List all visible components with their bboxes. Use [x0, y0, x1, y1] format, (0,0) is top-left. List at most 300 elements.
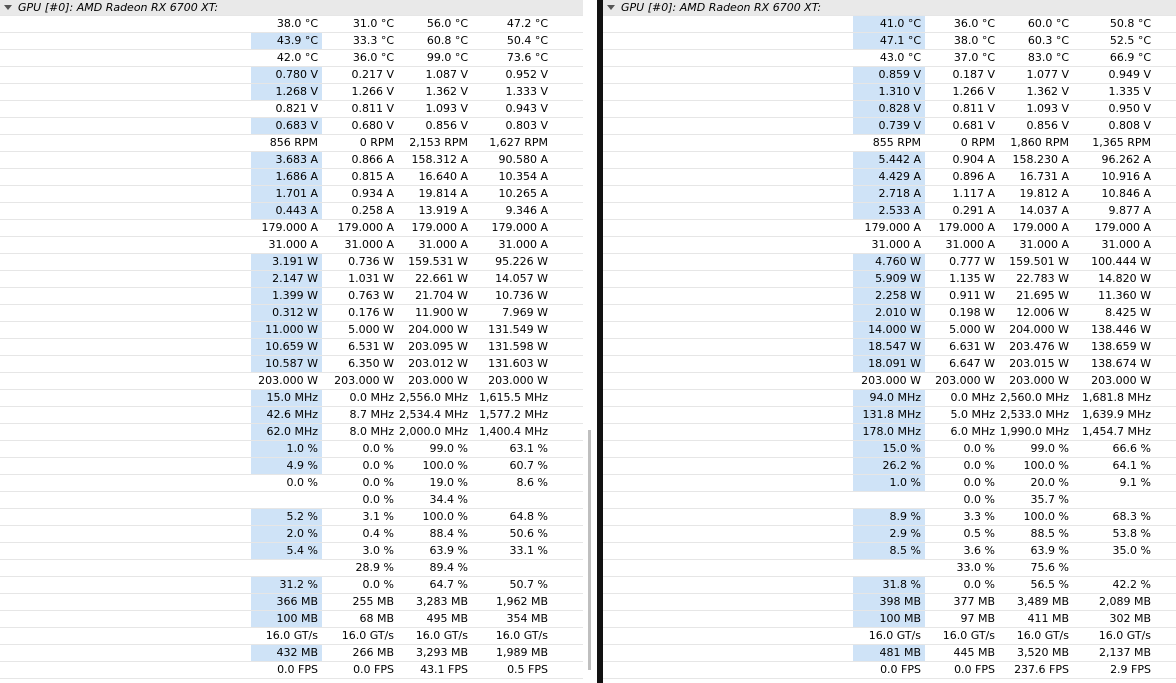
max-value: 1.093 V — [425, 102, 468, 115]
scrollbar-thumb[interactable] — [588, 430, 591, 670]
current-value: 179.000 A — [261, 221, 318, 234]
avg-value: 50.7 % — [509, 578, 548, 591]
max-value: 63.9 % — [429, 544, 468, 557]
current-value: 5.442 A — [853, 152, 925, 168]
sensor-row[interactable] — [0, 543, 583, 560]
min-value: 6.350 W — [348, 357, 394, 370]
current-value: 2.147 W — [251, 271, 322, 287]
avg-value: 50.8 °C — [1109, 17, 1151, 30]
min-value: 0.0 % — [963, 578, 995, 591]
max-value: 64.7 % — [429, 578, 468, 591]
avg-value: 50.6 % — [509, 527, 548, 540]
sensor-row[interactable] — [603, 67, 1176, 84]
sensor-row[interactable] — [0, 135, 583, 152]
sensor-row[interactable] — [603, 135, 1176, 152]
min-value: 16.0 GT/s — [341, 629, 394, 642]
max-value: 20.0 % — [1030, 476, 1069, 489]
max-value: 100.0 % — [1023, 459, 1069, 472]
current-value — [853, 492, 925, 508]
avg-value: 9.1 % — [1119, 476, 1151, 489]
avg-value: 95.226 W — [495, 255, 548, 268]
max-value: 1.093 V — [1026, 102, 1069, 115]
avg-value: 203.000 W — [1091, 374, 1151, 387]
sensor-row[interactable] — [0, 16, 583, 33]
sensor-row[interactable] — [0, 475, 583, 492]
min-value: 0.0 % — [963, 442, 995, 455]
min-value: 0.866 A — [351, 153, 394, 166]
avg-value: 1.335 V — [1108, 85, 1151, 98]
min-value: 1.031 W — [348, 272, 394, 285]
current-value: 0.821 V — [275, 102, 318, 115]
avg-value: 131.598 W — [488, 340, 548, 353]
max-value: 35.7 % — [1030, 493, 1069, 506]
sensor-row[interactable] — [0, 33, 583, 50]
min-value: 28.9 % — [355, 561, 394, 574]
min-value: 0.5 % — [963, 527, 995, 540]
min-value: 0.811 V — [952, 102, 995, 115]
avg-value: 7.969 W — [502, 306, 548, 319]
sensor-row[interactable] — [603, 288, 1176, 305]
max-value: 100.0 % — [1023, 510, 1069, 523]
min-value: 31.0 °C — [352, 17, 394, 30]
current-value: 2.0 % — [251, 526, 322, 542]
sensor-row[interactable] — [0, 526, 583, 543]
current-value: 31.000 A — [268, 238, 318, 251]
sensor-row[interactable] — [603, 152, 1176, 169]
current-value: 10.659 W — [251, 339, 322, 355]
min-value: 0.0 % — [963, 459, 995, 472]
max-value: 0.856 V — [1026, 119, 1069, 132]
min-value: 8.7 MHz — [349, 408, 394, 421]
min-value: 1.266 V — [351, 85, 394, 98]
sensor-row[interactable] — [0, 441, 583, 458]
sensor-subgroup-row[interactable] — [603, 560, 1176, 577]
avg-value: 47.2 °C — [506, 17, 548, 30]
sensor-row[interactable] — [0, 101, 583, 118]
max-value: 2,153 RPM — [409, 136, 468, 149]
avg-value: 14.820 W — [1098, 272, 1151, 285]
current-value: 1.268 V — [251, 84, 322, 100]
sensor-row[interactable] — [603, 526, 1176, 543]
sensor-row[interactable] — [0, 611, 583, 628]
max-value: 203.015 W — [1009, 357, 1069, 370]
sensor-row[interactable] — [0, 509, 583, 526]
min-value: 0.811 V — [351, 102, 394, 115]
sensor-row[interactable] — [603, 424, 1176, 441]
avg-value: 90.580 A — [498, 153, 548, 166]
avg-value: 1,989 MB — [495, 646, 548, 659]
min-value: 377 MB — [953, 595, 995, 608]
min-value: 0.0 % — [362, 493, 394, 506]
sensor-row[interactable] — [603, 577, 1176, 594]
sensor-row[interactable] — [603, 628, 1176, 645]
sensor-row[interactable] — [0, 50, 583, 67]
avg-value: 16.0 GT/s — [495, 629, 548, 642]
sensor-row[interactable] — [603, 356, 1176, 373]
sensor-row[interactable] — [603, 339, 1176, 356]
current-value: 16.0 GT/s — [265, 629, 318, 642]
sensor-row[interactable] — [603, 543, 1176, 560]
current-value: 41.0 °C — [853, 16, 925, 32]
avg-value: 10.736 W — [495, 289, 548, 302]
current-value: 1.701 A — [251, 186, 322, 202]
current-value — [853, 560, 925, 576]
sensor-row[interactable] — [0, 339, 583, 356]
current-value: 203.000 W — [258, 374, 318, 387]
max-value: 2,534.4 MHz — [398, 408, 468, 421]
max-value: 99.0 % — [429, 442, 468, 455]
current-value: 8.5 % — [853, 543, 925, 559]
sensor-row[interactable] — [603, 118, 1176, 135]
sensor-row[interactable] — [0, 67, 583, 84]
current-value: 1.0 % — [251, 441, 322, 457]
avg-value: 14.057 W — [495, 272, 548, 285]
min-value: 179.000 A — [337, 221, 394, 234]
min-value: 0.187 V — [952, 68, 995, 81]
sensor-row[interactable] — [603, 441, 1176, 458]
max-value: 1,860 RPM — [1010, 136, 1069, 149]
avg-value: 10.846 A — [1101, 187, 1151, 200]
avg-value: 68.3 % — [1112, 510, 1151, 523]
max-value: 203.012 W — [408, 357, 468, 370]
max-value: 100.0 % — [422, 510, 468, 523]
sensor-row[interactable] — [0, 577, 583, 594]
avg-value: 138.446 W — [1091, 323, 1151, 336]
sensor-row[interactable] — [0, 237, 583, 254]
min-value: 0.0 MHz — [349, 391, 394, 404]
avg-value: 66.9 °C — [1109, 51, 1151, 64]
min-value: 0.681 V — [952, 119, 995, 132]
max-value: 14.037 A — [1019, 204, 1069, 217]
avg-value: 131.549 W — [488, 323, 548, 336]
sensor-row[interactable] — [603, 271, 1176, 288]
min-value: 6.647 W — [949, 357, 995, 370]
min-value: 0.763 W — [348, 289, 394, 302]
max-value: 99.0 °C — [426, 51, 468, 64]
avg-value: 35.0 % — [1112, 544, 1151, 557]
avg-value: 9.346 A — [505, 204, 548, 217]
sensor-row[interactable] — [0, 186, 583, 203]
min-value: 33.0 % — [956, 561, 995, 574]
avg-value: 2,089 MB — [1098, 595, 1151, 608]
min-value: 1.135 W — [949, 272, 995, 285]
avg-value: 64.1 % — [1112, 459, 1151, 472]
max-value: 75.6 % — [1030, 561, 1069, 574]
max-value: 1.362 V — [1026, 85, 1069, 98]
avg-value: 1,577.2 MHz — [478, 408, 548, 421]
max-value: 158.230 A — [1012, 153, 1069, 166]
sensor-row[interactable] — [603, 84, 1176, 101]
min-value: 16.0 GT/s — [942, 629, 995, 642]
current-value: 2.010 W — [853, 305, 925, 321]
current-value: 0.739 V — [853, 118, 925, 134]
avg-value — [472, 492, 552, 508]
avg-value: 0.952 V — [505, 68, 548, 81]
current-value: 31.8 % — [853, 577, 925, 593]
sensor-row[interactable] — [0, 373, 583, 390]
min-value: 31.000 A — [344, 238, 394, 251]
sensor-row[interactable] — [603, 169, 1176, 186]
sensor-row[interactable] — [0, 390, 583, 407]
avg-value: 33.1 % — [509, 544, 548, 557]
max-value: 88.5 % — [1030, 527, 1069, 540]
min-value: 203.000 W — [935, 374, 995, 387]
max-value: 31.000 A — [418, 238, 468, 251]
current-value: 0.0 % — [286, 476, 318, 489]
avg-value: 16.0 GT/s — [1098, 629, 1151, 642]
avg-value: 63.1 % — [509, 442, 548, 455]
sensor-panel-left — [0, 0, 583, 683]
max-value: 203.095 W — [408, 340, 468, 353]
max-value: 60.3 °C — [1027, 34, 1069, 47]
current-value: 42.0 °C — [276, 51, 318, 64]
sensor-row[interactable] — [603, 16, 1176, 33]
sensor-row[interactable] — [603, 373, 1176, 390]
current-value: 14.000 W — [853, 322, 925, 338]
max-value: 22.661 W — [415, 272, 468, 285]
max-value: 203.000 W — [1009, 374, 1069, 387]
max-value: 3,489 MB — [1016, 595, 1069, 608]
current-value: 0.0 FPS — [880, 663, 921, 676]
max-value: 21.704 W — [415, 289, 468, 302]
current-value: 3.191 W — [251, 254, 322, 270]
max-value: 56.0 °C — [426, 17, 468, 30]
avg-value: 31.000 A — [498, 238, 548, 251]
avg-value: 10.916 A — [1101, 170, 1151, 183]
sensor-list — [0, 16, 583, 679]
sensor-row[interactable] — [603, 475, 1176, 492]
avg-value: 1,454.7 MHz — [1081, 425, 1151, 438]
sensor-row[interactable] — [0, 458, 583, 475]
current-value: 0.828 V — [853, 101, 925, 117]
sensor-row[interactable] — [0, 322, 583, 339]
min-value: 3.1 % — [362, 510, 394, 523]
avg-value: 50.4 °C — [506, 34, 548, 47]
sensor-group-header[interactable] — [603, 0, 1176, 16]
avg-value: 1,681.8 MHz — [1081, 391, 1151, 404]
current-value: 366 MB — [251, 594, 322, 610]
min-value: 0.4 % — [362, 527, 394, 540]
max-value: 2,533.0 MHz — [999, 408, 1069, 421]
min-value: 0.0 FPS — [353, 663, 394, 676]
avg-value: 8.425 W — [1105, 306, 1151, 319]
current-value: 856 RPM — [269, 136, 318, 149]
min-value: 36.0 °C — [953, 17, 995, 30]
sensor-group-title: GPU [#0]: AMD Radeon RX 6700 XT: — [18, 1, 219, 14]
current-value: 481 MB — [853, 645, 925, 661]
avg-value: 0.803 V — [505, 119, 548, 132]
min-value: 0.0 % — [362, 578, 394, 591]
avg-value: 100.444 W — [1091, 255, 1151, 268]
min-value: 0.0 MHz — [950, 391, 995, 404]
avg-value: 354 MB — [506, 612, 548, 625]
current-value: 2.718 A — [853, 186, 925, 202]
max-value: 204.000 W — [1009, 323, 1069, 336]
sensor-list — [603, 16, 1176, 679]
current-value: 5.909 W — [853, 271, 925, 287]
sensor-row[interactable] — [0, 84, 583, 101]
current-value: 4.760 W — [853, 254, 925, 270]
avg-value: 66.6 % — [1112, 442, 1151, 455]
avg-value: 31.000 A — [1101, 238, 1151, 251]
min-value: 266 MB — [352, 646, 394, 659]
collapse-arrow-icon[interactable] — [4, 5, 12, 10]
sensor-row[interactable] — [0, 220, 583, 237]
sensor-row[interactable] — [0, 662, 583, 679]
sensor-row[interactable] — [603, 407, 1176, 424]
sensor-row[interactable] — [0, 594, 583, 611]
current-value: 2.9 % — [853, 526, 925, 542]
avg-value: 131.603 W — [488, 357, 548, 370]
current-value: 432 MB — [251, 645, 322, 661]
sensor-row[interactable] — [603, 237, 1176, 254]
sensor-row[interactable] — [0, 305, 583, 322]
sensor-row[interactable] — [0, 288, 583, 305]
max-value: 1,990.0 MHz — [999, 425, 1069, 438]
avg-value: 1,615.5 MHz — [478, 391, 548, 404]
min-value: 97 MB — [960, 612, 995, 625]
min-value: 0.904 A — [952, 153, 995, 166]
max-value: 43.1 FPS — [420, 663, 468, 676]
sensor-row[interactable] — [603, 662, 1176, 679]
max-value: 12.006 W — [1016, 306, 1069, 319]
sensor-row[interactable] — [603, 254, 1176, 271]
min-value: 8.0 MHz — [349, 425, 394, 438]
max-value: 21.695 W — [1016, 289, 1069, 302]
avg-value: 1,639.9 MHz — [1081, 408, 1151, 421]
max-value: 60.0 °C — [1027, 17, 1069, 30]
current-value — [251, 560, 322, 576]
current-value: 179.000 A — [864, 221, 921, 234]
avg-value: 1,627 RPM — [489, 136, 548, 149]
min-value: 1.117 A — [952, 187, 995, 200]
max-value: 203.000 W — [408, 374, 468, 387]
current-value: 131.8 MHz — [853, 407, 925, 423]
min-value: 0.680 V — [351, 119, 394, 132]
max-value: 3,293 MB — [415, 646, 468, 659]
min-value: 0.291 A — [952, 204, 995, 217]
avg-value: 64.8 % — [509, 510, 548, 523]
current-value: 43.9 °C — [251, 33, 322, 49]
sensor-panel-right — [603, 0, 1176, 683]
avg-value: 2.9 FPS — [1110, 663, 1151, 676]
sensor-row[interactable] — [603, 305, 1176, 322]
avg-value — [1073, 560, 1155, 576]
avg-value: 1.333 V — [505, 85, 548, 98]
sensor-subgroup-row[interactable] — [603, 492, 1176, 509]
sensor-row[interactable] — [603, 322, 1176, 339]
sensor-row[interactable] — [603, 33, 1176, 50]
sensor-row[interactable] — [603, 186, 1176, 203]
sensor-row[interactable] — [0, 254, 583, 271]
sensor-row[interactable] — [0, 424, 583, 441]
min-value: 6.531 W — [348, 340, 394, 353]
min-value: 203.000 W — [334, 374, 394, 387]
max-value: 83.0 °C — [1027, 51, 1069, 64]
avg-value: 0.943 V — [505, 102, 548, 115]
sensor-row[interactable] — [603, 594, 1176, 611]
avg-value: 203.000 W — [488, 374, 548, 387]
avg-value: 96.262 A — [1101, 153, 1151, 166]
avg-value: 302 MB — [1109, 612, 1151, 625]
collapse-arrow-icon[interactable] — [607, 5, 615, 10]
current-value: 8.9 % — [853, 509, 925, 525]
sensor-row[interactable] — [0, 356, 583, 373]
sensor-subgroup-row[interactable] — [0, 492, 583, 509]
max-value: 34.4 % — [429, 493, 468, 506]
sensor-row[interactable] — [603, 611, 1176, 628]
min-value: 0.176 W — [348, 306, 394, 319]
sensor-group-header[interactable] — [0, 0, 583, 16]
sensor-row[interactable] — [0, 169, 583, 186]
sensor-row[interactable] — [603, 50, 1176, 67]
sensor-row[interactable] — [603, 101, 1176, 118]
min-value: 31.000 A — [945, 238, 995, 251]
max-value: 2,560.0 MHz — [999, 391, 1069, 404]
min-value: 5.000 W — [348, 323, 394, 336]
sensor-row[interactable] — [0, 152, 583, 169]
min-value: 38.0 °C — [953, 34, 995, 47]
sensor-row[interactable] — [0, 271, 583, 288]
min-value: 5.000 W — [949, 323, 995, 336]
sensor-row[interactable] — [603, 509, 1176, 526]
min-value: 0.0 % — [963, 476, 995, 489]
sensor-row[interactable] — [0, 628, 583, 645]
sensor-row[interactable] — [603, 390, 1176, 407]
avg-value: 11.360 W — [1098, 289, 1151, 302]
min-value: 0.0 % — [362, 459, 394, 472]
current-value: 38.0 °C — [276, 17, 318, 30]
current-value: 0.683 V — [251, 118, 322, 134]
sensor-row[interactable] — [603, 220, 1176, 237]
max-value: 19.0 % — [429, 476, 468, 489]
min-value: 6.0 MHz — [950, 425, 995, 438]
min-value: 1.266 V — [952, 85, 995, 98]
max-value: 19.814 A — [418, 187, 468, 200]
sensor-row[interactable] — [0, 118, 583, 135]
sensor-row[interactable] — [0, 645, 583, 662]
current-value: 0.443 A — [251, 203, 322, 219]
max-value: 159.501 W — [1009, 255, 1069, 268]
sensor-row[interactable] — [603, 645, 1176, 662]
min-value: 0.0 FPS — [954, 663, 995, 676]
max-value: 203.476 W — [1009, 340, 1069, 353]
max-value: 31.000 A — [1019, 238, 1069, 251]
max-value: 63.9 % — [1030, 544, 1069, 557]
sensor-row[interactable] — [0, 407, 583, 424]
sensor-row[interactable] — [0, 203, 583, 220]
current-value: 398 MB — [853, 594, 925, 610]
sensor-row[interactable] — [603, 203, 1176, 220]
current-value: 5.4 % — [251, 543, 322, 559]
min-value: 0.0 % — [963, 493, 995, 506]
max-value: 99.0 % — [1030, 442, 1069, 455]
min-value: 0.0 % — [362, 442, 394, 455]
avg-value: 1,365 RPM — [1092, 136, 1151, 149]
current-value: 18.547 W — [853, 339, 925, 355]
current-value: 3.683 A — [251, 152, 322, 168]
sensor-row[interactable] — [603, 458, 1176, 475]
max-value: 100.0 % — [422, 459, 468, 472]
current-value: 43.0 °C — [879, 51, 921, 64]
current-value: 4.9 % — [251, 458, 322, 474]
max-value: 88.4 % — [429, 527, 468, 540]
max-value: 1.077 V — [1026, 68, 1069, 81]
max-value: 16.0 GT/s — [1016, 629, 1069, 642]
min-value: 0.911 W — [949, 289, 995, 302]
sensor-subgroup-row[interactable] — [0, 560, 583, 577]
current-value: 203.000 W — [861, 374, 921, 387]
